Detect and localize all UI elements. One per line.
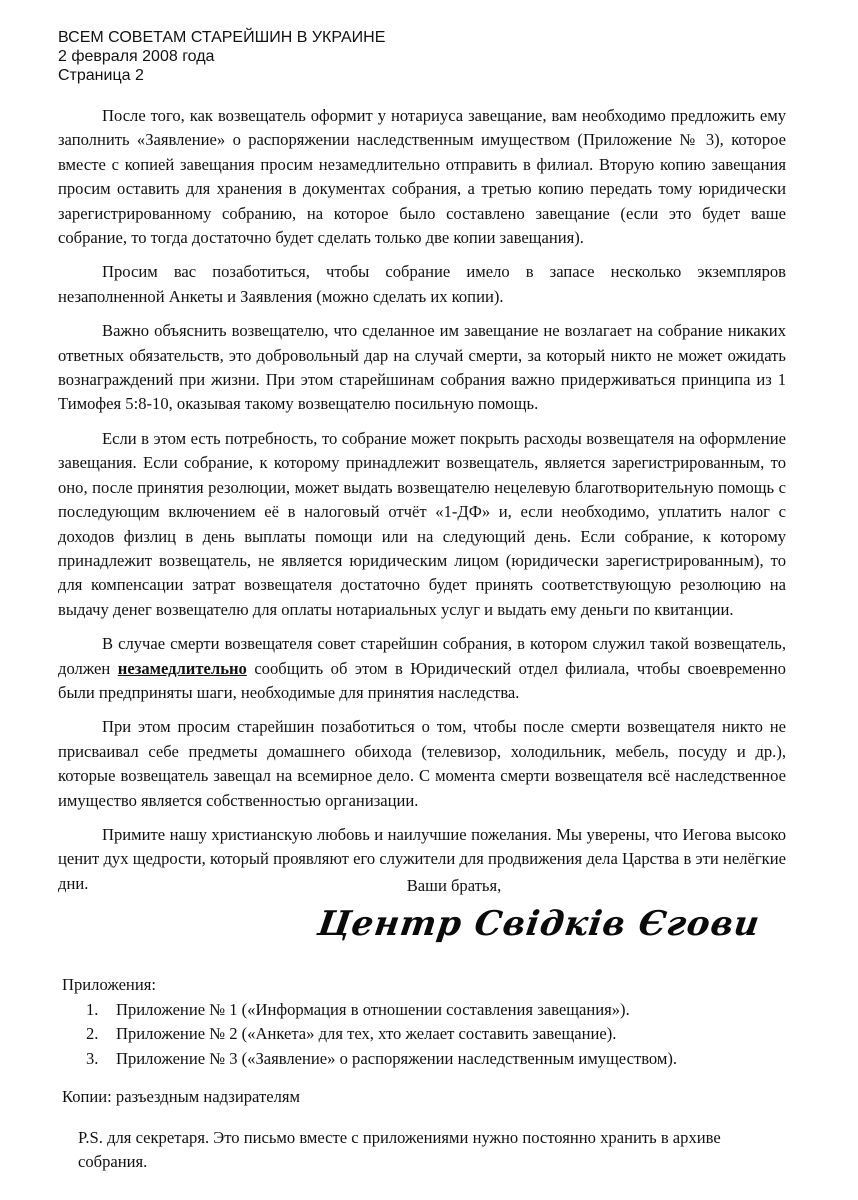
paragraph-5-end: сообщить об этом в Юридический отдел филиала, чтобы своевременно были предприняты шаги, необходимые для принятия наследства. [58,658,786,702]
copies-line: Копии: разъездным надзирателям [62,1087,300,1106]
postscript: P.S. для секретаря. Это письмо вместе с приложениями нужно постоянно хранить в архиве собрания. [78,1128,721,1171]
emphasis-urgent: незамедлительно [117,658,247,678]
paragraph-7: Примите нашу христианскую любовь и наилучшие пожелания. Мы уверены, что Иегова высоко ценит дух щедрости, который проявляют его служители для продвижения дела Царства в эти нелёгкие дни. [58,824,786,893]
paragraph-3: Важно объяснить возвещателю, что сделанное им завещание не возлагает на собрание никаких ответных обязательств, это добровольный дар на случай смерти, за который никто не может ожидать вознаграждений при жизни. При этом старейшинам собрания важно придерживаться принципа из 1 Тимофея 5:8-10, оказывая такому возвещателю посильную помощь. [58,321,786,414]
attachments [62,973,677,1071]
attachments-list [62,998,677,1072]
attachment-number: 1. [86,999,99,1019]
attachments-heading: Приложения: [62,975,156,994]
paragraph-5 [58,632,786,705]
paragraph-6: При этом просим старейшин позаботиться о том, чтобы после смерти возвещателя никто не присваивал себе предметы домашнего обихода (телевизор, холодильник, мебель, посуду и др.), которые возвещатель завещал на всемирное дело. С момента смерти возвещателя всё наследственное имущество является собственностью организации. [58,717,786,810]
attachment-text: Приложение № 3 («Заявление» о распоряжении наследственным имуществом). [116,1048,678,1068]
attachment-item [86,1047,677,1072]
recipient-line: ВСЕМ СОВЕТАМ СТАРЕЙШИН В УКРАИНЕ [58,29,386,46]
paragraph-2: Просим вас позаботиться, чтобы собрание имело в запасе несколько экземпляров незаполненной Анкеты и Заявления (можно сделать их копии). [58,262,786,306]
letter-body [58,104,786,906]
date-line: 2 февраля 2008 года [58,48,215,65]
attachment-item [86,998,677,1023]
signature: Центр Свідків Єгови [315,904,763,944]
attachment-number: 2. [86,1024,99,1044]
paragraph-4: Если в этом есть потребность, то собрание может покрыть расходы возвещателя на оформление завещания. Если собрание, к которому принадлежит возвещатель, является зарегистрированным, то оно, после принятия резолюции, может выдать возвещателю нецелевую благотворительную помощь с последующим включением её в налоговый отчёт «1-ДФ» и, если необходимо, уплатить налог с доходов физлиц в день выплаты помощи или на следующий день. Если собрание, к которому принадлежит возвещатель, не является юридическим лицом (юридически зарегистрированным), то для компенсации затрат возвещателя достаточно будет принять соответствующую резолюцию на выдачу денег возвещателю для оплаты нотариальных услуг и выдать ему деньги по квитанции. [58,428,786,619]
attachment-text: Приложение № 2 («Анкета» для тех, хто желает составить завещание). [116,1024,617,1044]
attachment-item [86,1022,677,1047]
closing [0,876,858,896]
page-number: Страница 2 [58,67,144,84]
attachment-number: 3. [86,1048,99,1068]
letter-header [58,28,385,85]
closing-text: Ваши братья, [406,876,502,895]
paragraph-1: После того, как возвещатель оформит у нотариуса завещание, вам необходимо предложить ему заполнить «Заявление» о распоряжении наследственным имуществом (Приложение № 3), которое вместе с копией завещания просим незамедлительно отправить в филиал. Вторую копию завещания просим оставить для хранения в документах собрания, а третью копию передать тому юридически зарегистрированному собранию, на которое было составлено завещание (если это будет ваше собрание, то тогда достаточно будет сделать только две копии завещания). [58,106,786,248]
attachment-text: Приложение № 1 («Информация в отношении составления завещания»). [116,999,630,1019]
paragraph-5-start: В случае смерти возвещателя совет старейшин собрания, в котором служил такой возвещатель, должен [58,634,786,678]
